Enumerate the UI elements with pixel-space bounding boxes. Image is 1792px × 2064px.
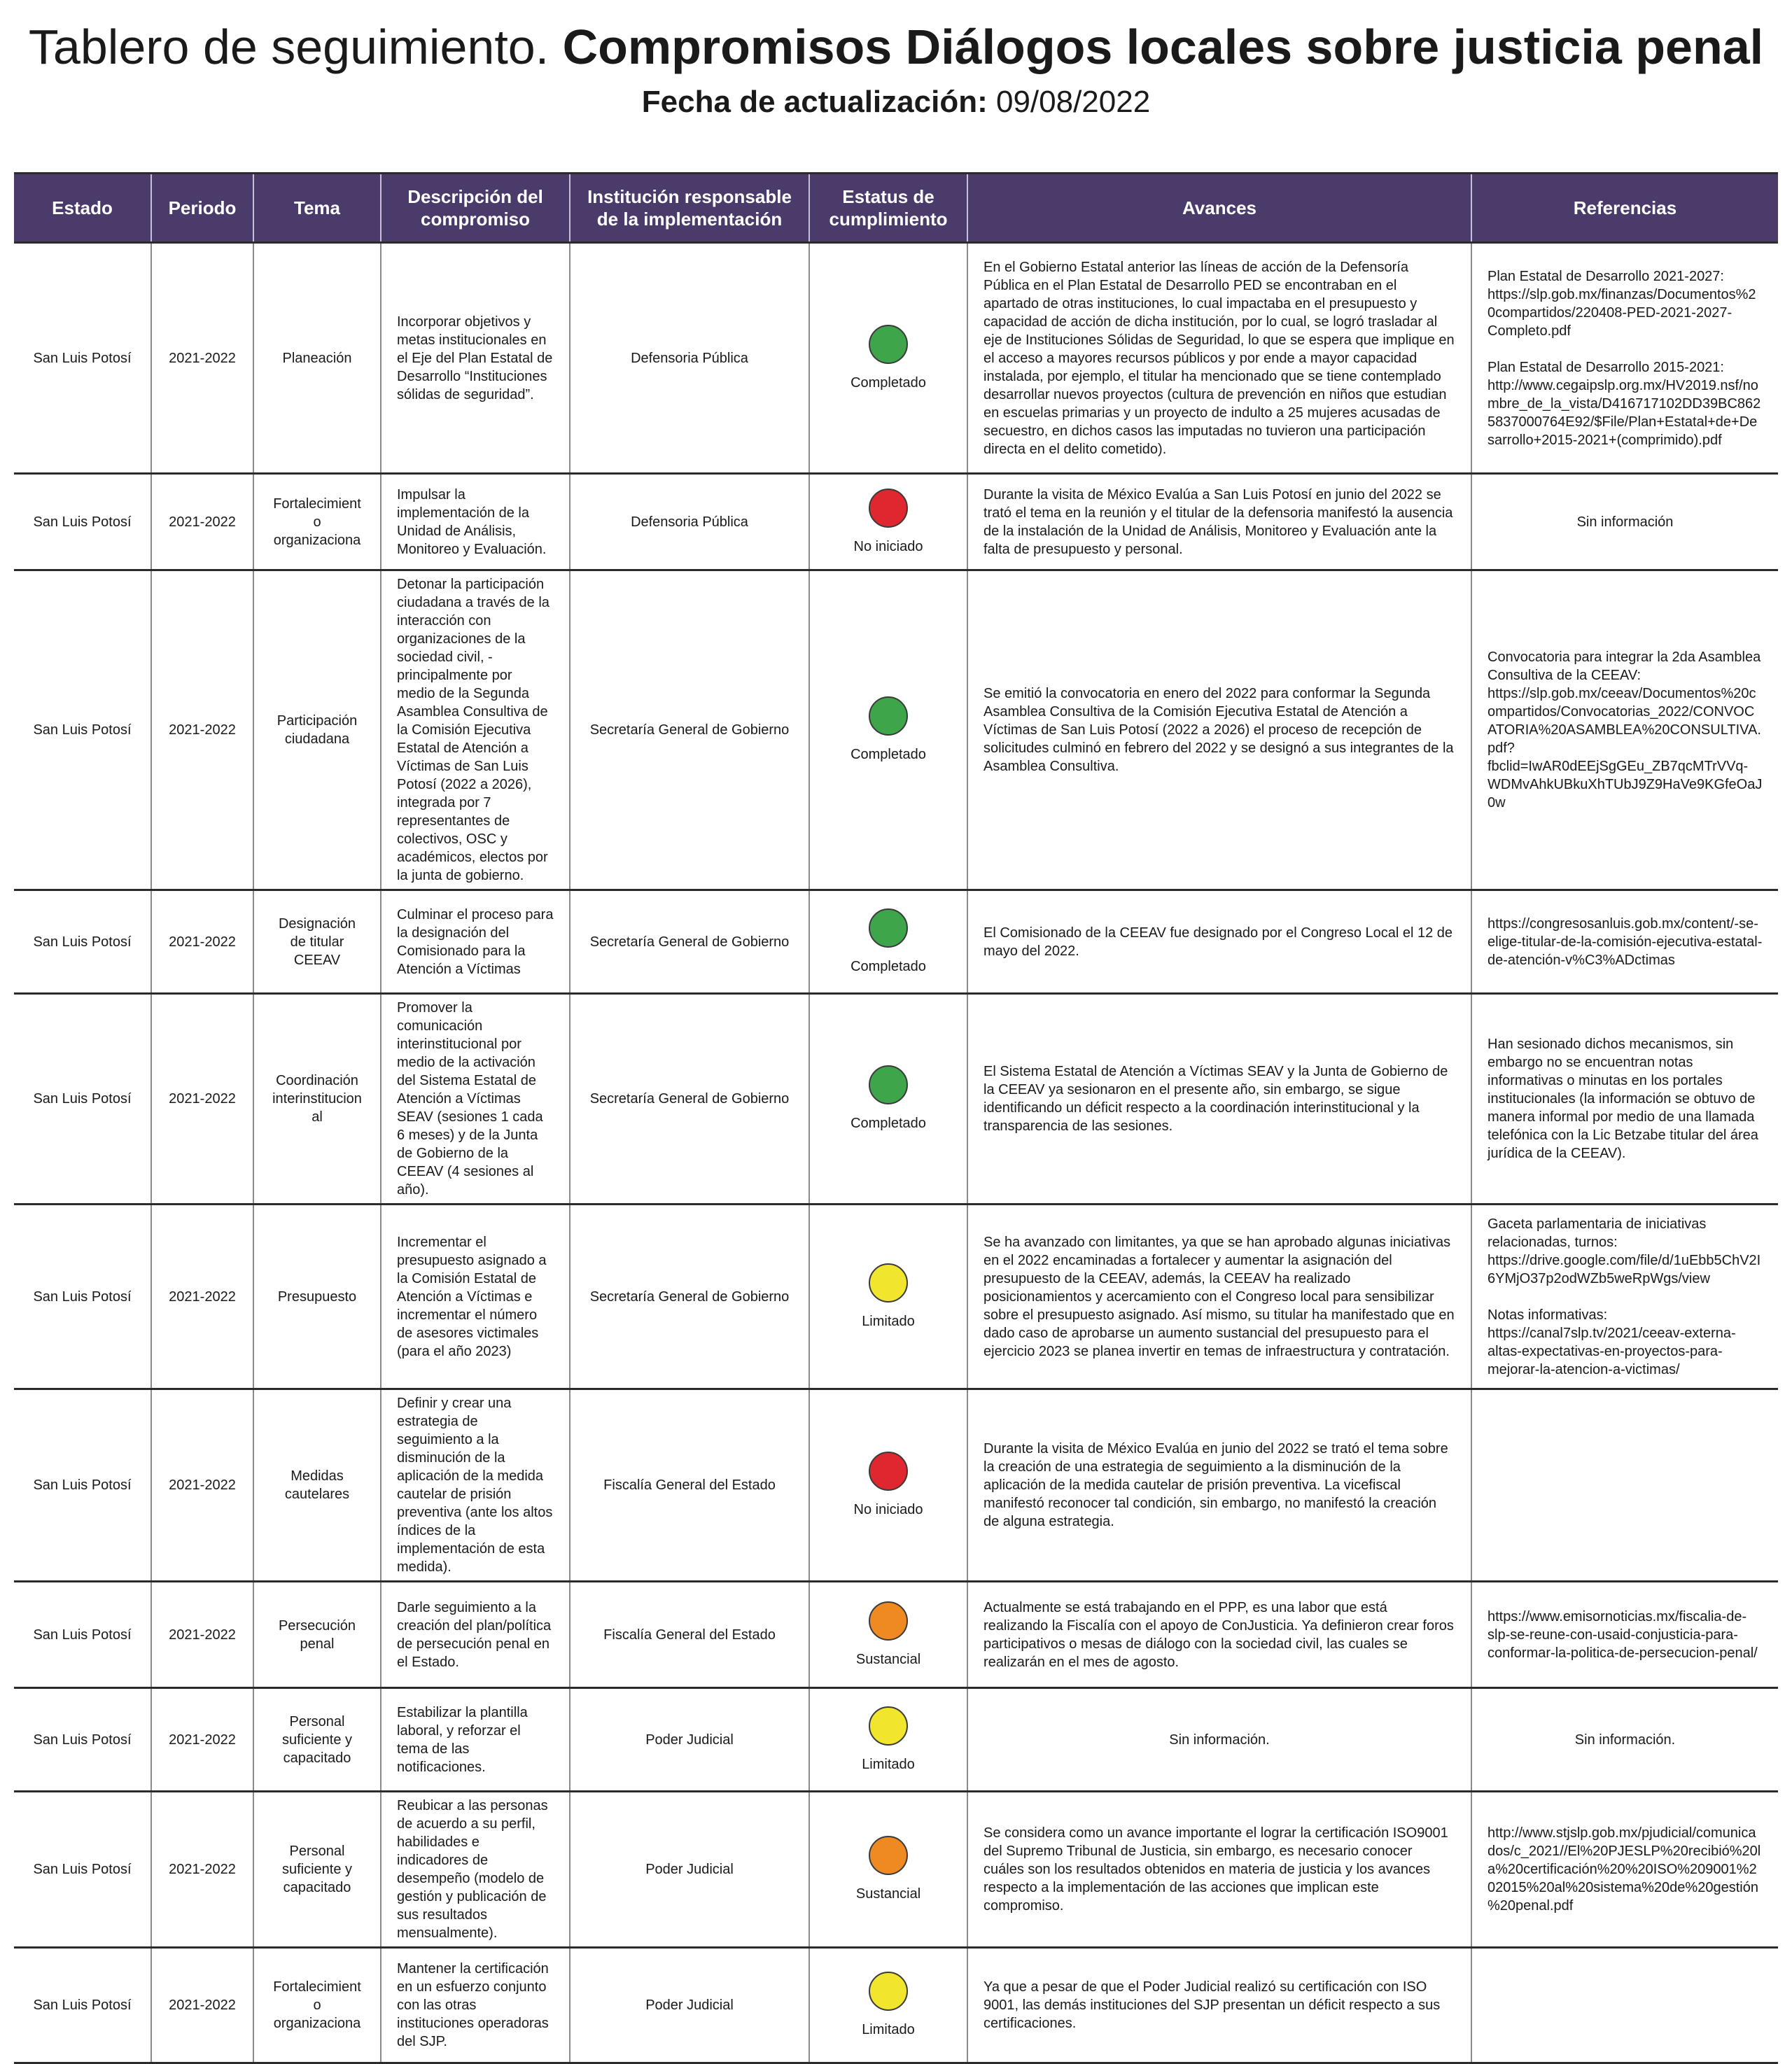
- cell-estatus: [809, 1688, 967, 1792]
- update-date: [0, 83, 1792, 122]
- update-date-label: Fecha de actualización:: [641, 85, 988, 119]
- cell-estado: San Luis Potosí: [14, 243, 151, 474]
- cell-descripcion: Mantener la certificación en un esfuerzo conjunto con las otras instituciones operadoras del SJP.: [381, 1948, 570, 2063]
- cell-periodo: 2021-2022: [151, 1688, 253, 1792]
- table-row: [14, 1688, 1778, 1792]
- cell-estatus: [809, 1389, 967, 1582]
- status-indicator-icon: [869, 489, 908, 528]
- status-label: Sustancial: [855, 1886, 921, 1902]
- column-header-estatus: Estatus de cumplimiento: [809, 174, 967, 243]
- cell-avances: Se considera como un avance importante el lograr la certificación ISO9001 del Supremo Tribunal de Justicia, sin embargo, es necesario conocer cuáles son los resultados obtenidos en materia de justicia y los avances respecto a la implementación de las acciones que implican este compromiso.: [967, 1792, 1471, 1948]
- cell-estado: San Luis Potosí: [14, 1948, 151, 2063]
- cell-descripcion: Estabilizar la plantilla laboral, y reforzar el tema de las notificaciones.: [381, 1688, 570, 1792]
- column-header-periodo: Periodo: [151, 174, 253, 243]
- reference-text: Notas informativas: https://canal7slp.tv/2021/ceeav-externa-altas-expectativas-en-proyectos-para-mejorar-la-atencion-a-victimas/: [1488, 1307, 1736, 1377]
- title-bold: Compromisos Diálogos locales sobre justicia penal: [562, 20, 1764, 74]
- cell-tema: Coordinación interinstitucional: [253, 994, 381, 1205]
- cell-estatus: [809, 1205, 967, 1389]
- cell-tema: Planeación: [253, 243, 381, 474]
- cell-periodo: 2021-2022: [151, 243, 253, 474]
- table-row: [14, 1389, 1778, 1582]
- cell-avances: Durante la visita de México Evalúa a San Luis Potosí en junio del 2022 se trató el tema en la reunión y el titular de la defensoria manifestó la ausencia de la instalación de la Unidad de Análisis, Monitoreo y Evaluación ante la falta de presupuesto y personal.: [967, 474, 1471, 570]
- reference-text: Sin información: [1576, 514, 1674, 530]
- cell-referencias: [1471, 1389, 1778, 1582]
- cell-institucion: Secretaría General de Gobierno: [570, 994, 809, 1205]
- cell-tema: Personal suficiente y capacitado: [253, 1688, 381, 1792]
- cell-estado: San Luis Potosí: [14, 1205, 151, 1389]
- cell-tema: Presupuesto: [253, 1205, 381, 1389]
- cell-periodo: 2021-2022: [151, 474, 253, 570]
- title-light: Tablero de seguimiento.: [28, 20, 550, 74]
- cell-avances: Ya que a pesar de que el Poder Judicial realizó su certificación con ISO 9001, las demás instituciones del SJP presentan un déficit respecto a sus certificaciones.: [967, 1948, 1471, 2063]
- status-indicator-icon: [869, 1836, 908, 1875]
- table-row: [14, 243, 1778, 474]
- cell-estatus: [809, 1582, 967, 1688]
- status-label: Completado: [850, 374, 926, 391]
- cell-estado: San Luis Potosí: [14, 890, 151, 994]
- cell-referencias: [1471, 243, 1778, 474]
- table-row: [14, 1792, 1778, 1948]
- cell-descripcion: Definir y crear una estrategia de seguimiento a la disminución de la aplicación de la medida cautelar de prisión preventiva (ante los altos índices de la implementación de esta medida).: [381, 1389, 570, 1582]
- cell-avances: Se emitió la convocatoria en enero del 2022 para conformar la Segunda Asamblea Consultiva de la Comisión Ejecutiva Estatal de Atención a Víctimas de San Luis Potosí (2022 a 2026) el proceso de recepción de solicitudes culminó en febrero del 2022 y se designó a sus integrantes de la Asamblea Consultiva.: [967, 570, 1471, 890]
- table-row: [14, 1948, 1778, 2063]
- cell-estado: San Luis Potosí: [14, 1389, 151, 1582]
- cell-descripcion: Incorporar objetivos y metas institucionales en el Eje del Plan Estatal de Desarrollo “Instituciones sólidas de seguridad”.: [381, 243, 570, 474]
- cell-periodo: 2021-2022: [151, 994, 253, 1205]
- column-header-referencias: Referencias: [1471, 174, 1778, 243]
- table-row: [14, 994, 1778, 1205]
- cell-tema: Participación ciudadana: [253, 570, 381, 890]
- cell-referencias: [1471, 1582, 1778, 1688]
- cell-estado: San Luis Potosí: [14, 1582, 151, 1688]
- cell-avances: Actualmente se está trabajando en el PPP, es una labor que está realizando la Fiscalía con el apoyo de ConJusticia. Ya definieron crear foros participativos o mesas de diálogo con la sociedad civil, las cuales se realizarán en el mes de agosto.: [967, 1582, 1471, 1688]
- cell-institucion: Secretaría General de Gobierno: [570, 1205, 809, 1389]
- cell-referencias: [1471, 994, 1778, 1205]
- status-indicator-icon: [869, 1706, 908, 1746]
- cell-avances: Durante la visita de México Evalúa en junio del 2022 se trató el tema sobre la creación de una estrategia de seguimiento a la disminución de la aplicación de la medida cautelar de prisión preventiva. La vicefiscal manifestó reconocer tal condición, sin embargo, no manifestó la creación de alguna estrategia.: [967, 1389, 1471, 1582]
- status-indicator-icon: [869, 1601, 908, 1641]
- table-body: [14, 243, 1778, 2063]
- status-label: No iniciado: [853, 538, 923, 554]
- cell-referencias: [1471, 1688, 1778, 1792]
- column-header-descripcion: Descripción del compromiso: [381, 174, 570, 243]
- cell-periodo: 2021-2022: [151, 890, 253, 994]
- cell-descripcion: Culminar el proceso para la designación del Comisionado para la Atención a Víctimas: [381, 890, 570, 994]
- cell-periodo: 2021-2022: [151, 1582, 253, 1688]
- cell-referencias: [1471, 890, 1778, 994]
- status-indicator-icon: [869, 908, 908, 948]
- cell-descripcion: Promover la comunicación interinstitucional por medio de la activación del Sistema Estatal de Atención a Víctimas SEAV (sesiones 1 cada 6 meses) y de la Junta de Gobierno de la CEEAV (4 sesiones al año).: [381, 994, 570, 1205]
- status-label: Completado: [850, 958, 926, 974]
- cell-institucion: Defensoria Pública: [570, 474, 809, 570]
- cell-referencias: [1471, 570, 1778, 890]
- status-label: Limitado: [862, 2022, 915, 2037]
- status-indicator-icon: [869, 325, 908, 364]
- reference-text: https://congresosanluis.gob.mx/content/-se-elige-titular-de-la-comisión-ejecutiva-estatal-de-atención-v%C3%ADctimas: [1488, 915, 1763, 968]
- cell-institucion: Secretaría General de Gobierno: [570, 890, 809, 994]
- cell-tema: Persecución penal: [253, 1582, 381, 1688]
- cell-periodo: 2021-2022: [151, 1792, 253, 1948]
- status-label: No iniciado: [853, 1502, 923, 1517]
- table-row: [14, 1205, 1778, 1389]
- cell-tema: Fortalecimiento organizaciona: [253, 474, 381, 570]
- cell-avances: Sin información.: [967, 1688, 1471, 1792]
- cell-institucion: Defensoria Pública: [570, 243, 809, 474]
- cell-periodo: 2021-2022: [151, 1389, 253, 1582]
- reference-text: Han sesionado dichos mecanismos, sin embargo no se encuentran notas informativas o minutas en los portales institucionales (la información se obtuvo de manera informal por medio de una llamada telefónica con la Lic Betzabe titular del área jurídica de la CEEAV).: [1488, 1037, 1758, 1161]
- page-title: [0, 15, 1792, 78]
- reference-text: http://www.stjslp.gob.mx/pjudicial/comunicados/c_2021//El%20PJESLP%20recibió%20la%20certificación%20%20ISO%209001%202015%20al%20sistema%20de%20gestión%20penal.pdf: [1488, 1825, 1761, 1914]
- table-row: [14, 890, 1778, 994]
- cell-descripcion: Impulsar la implementación de la Unidad de Análisis, Monitoreo y Evaluación.: [381, 474, 570, 570]
- tracking-table: [14, 172, 1778, 2064]
- column-header-tema: Tema: [253, 174, 381, 243]
- reference-text: Plan Estatal de Desarrollo 2015-2021: http://www.cegaipslp.org.mx/HV2019.nsf/nombre_de_la_vista/D416717102DD39BC8625837000764E92/$File/Plan+Estatal+de+Desarrollo+2015-2021+(comprimido).pdf: [1488, 359, 1761, 448]
- cell-referencias: [1471, 1948, 1778, 2063]
- column-header-estado: Estado: [14, 174, 151, 243]
- cell-referencias: [1471, 474, 1778, 570]
- cell-periodo: 2021-2022: [151, 1205, 253, 1389]
- cell-tema: Designación de titular CEEAV: [253, 890, 381, 994]
- cell-estatus: [809, 1948, 967, 2063]
- cell-estatus: [809, 570, 967, 890]
- cell-estatus: [809, 243, 967, 474]
- cell-estado: San Luis Potosí: [14, 1792, 151, 1948]
- cell-estado: San Luis Potosí: [14, 474, 151, 570]
- status-label: Limitado: [862, 1756, 915, 1772]
- table-row: [14, 474, 1778, 570]
- cell-periodo: 2021-2022: [151, 570, 253, 890]
- cell-institucion: Poder Judicial: [570, 1948, 809, 2063]
- cell-tema: Fortalecimiento organizaciona: [253, 1948, 381, 2063]
- cell-estatus: [809, 474, 967, 570]
- update-date-value: 09/08/2022: [995, 85, 1151, 119]
- cell-institucion: Secretaría General de Gobierno: [570, 570, 809, 890]
- table-row: [14, 570, 1778, 890]
- cell-avances: El Sistema Estatal de Atención a Víctimas SEAV y la Junta de Gobierno de la CEEAV ya sesionaron en el presente año, sin embargo, se sigue identificando un déficit respecto a la coordinación interinstitucional y la transparencia de las sesiones.: [967, 994, 1471, 1205]
- status-indicator-icon: [869, 1065, 908, 1104]
- table-row: [14, 1582, 1778, 1688]
- cell-estatus: [809, 994, 967, 1205]
- cell-descripcion: Detonar la participación ciudadana a través de la interacción con organizaciones de la sociedad civil, -principalmente por medio de la Segunda Asamblea Consultiva de la Comisión Ejecutiva Estatal de Atención a Víctimas de San Luis Potosí (2022 a 2026), integrada por 7 representantes de colectivos, OSC y académicos, electos por la junta de gobierno.: [381, 570, 570, 890]
- status-label: Limitado: [862, 1313, 915, 1329]
- status-indicator-icon: [869, 1972, 908, 2011]
- cell-institucion: Poder Judicial: [570, 1688, 809, 1792]
- cell-avances: Se ha avanzado con limitantes, ya que se han aprobado algunas iniciativas en el 2022 encaminadas a fortalecer y aumentar la asignación del presupuesto de la CEEAV, además, la CEEAV ha realizado posicionamientos y acercamiento con el Congreso local para sensibilizar sobre el presupuesto asignado. Así mismo, su titular ha manifestado que en dado caso de aprobarse un aumento sustancial del presupuesto para el ejercicio 2023 se planea invertir en temas de infraestructura y contratación.: [967, 1205, 1471, 1389]
- cell-estado: San Luis Potosí: [14, 570, 151, 890]
- status-label: Completado: [850, 747, 926, 762]
- cell-avances: En el Gobierno Estatal anterior las líneas de acción de la Defensoría Pública en el Plan Estatal de Desarrollo PED se encontraban en el apartado de otras instituciones, lo cual impactaba en el presupuesto y capacidad de acción de dicha institución, por lo cual, se logró trasladar al eje de Instituciones Sólidas de Seguridad, lo que se espera que implique en el acceso a mayores recursos públicos y por ende a mayor capacidad instalada, por ejemplo, el titular ha mencionado que se tiene contemplado desarrollar nuevos proyectos (cultura de prevención en niños que estudian en escuelas primarias y un proyecto de indulto a 25 mujeres acusadas de secuestro, en dichos casos las imputadas no tuvieron una participación directa en el delito cometido).: [967, 243, 1471, 474]
- status-label: Completado: [850, 1116, 926, 1131]
- reference-text: Plan Estatal de Desarrollo 2021-2027: https://slp.gob.mx/finanzas/Documentos%20compartidos/220408-PED-2021-2027-Completo.pdf: [1488, 268, 1756, 339]
- cell-estado: San Luis Potosí: [14, 994, 151, 1205]
- cell-estatus: [809, 890, 967, 994]
- reference-text: Gaceta parlamentaria de iniciativas relacionadas, turnos: https://drive.google.com/file/d/1uEbb5ChV2I6YMjO37p2odWZb5weRpWgs/view: [1488, 1216, 1761, 1286]
- cell-referencias: [1471, 1792, 1778, 1948]
- cell-descripcion: Reubicar a las personas de acuerdo a su perfil, habilidades e indicadores de desempeño (modelo de gestión y publicación de sus resultados mensualmente).: [381, 1792, 570, 1948]
- cell-descripcion: Incrementar el presupuesto asignado a la Comisión Estatal de Atención a Víctimas e incrementar el número de asesores victimales (para el año 2023): [381, 1205, 570, 1389]
- status-indicator-icon: [869, 1452, 908, 1491]
- cell-institucion: Poder Judicial: [570, 1792, 809, 1948]
- reference-text: Convocatoria para integrar la 2da Asamblea Consultiva de la CEEAV: https://slp.gob.mx/ceeav/Documentos%20compartidos/Convocatorias_2022/CONVOCATORIA%20ASAMBLEA%20CONSULTIVA.pdf?fbclid=IwAR0dEEjSgGEu_ZB7qcMTrVVq-WDMvAhkUBkuXhTUbJ9Z9HaVe9KGfeOaJ0w: [1488, 650, 1763, 810]
- cell-institucion: Fiscalía General del Estado: [570, 1582, 809, 1688]
- cell-estatus: [809, 1792, 967, 1948]
- cell-descripcion: Darle seguimiento a la creación del plan/política de persecución penal en el Estado.: [381, 1582, 570, 1688]
- cell-periodo: 2021-2022: [151, 1948, 253, 2063]
- status-indicator-icon: [869, 1263, 908, 1303]
- status-indicator-icon: [869, 696, 908, 736]
- reference-text: https://www.emisornoticias.mx/fiscalia-de-slp-se-reune-con-usaid-conjusticia-para-conformar-la-politica-de-persecucion-penal/: [1488, 1608, 1758, 1661]
- cell-avances: El Comisionado de la CEEAV fue designado por el Congreso Local el 12 de mayo del 2022.: [967, 890, 1471, 994]
- reference-text: Sin información.: [1574, 1732, 1676, 1748]
- cell-tema: Medidas cautelares: [253, 1389, 381, 1582]
- cell-referencias: [1471, 1205, 1778, 1389]
- cell-institucion: Fiscalía General del Estado: [570, 1389, 809, 1582]
- column-header-institucion: Institución responsable de la implementación: [570, 174, 809, 243]
- cell-tema: Personal suficiente y capacitado: [253, 1792, 381, 1948]
- status-label: Sustancial: [855, 1651, 921, 1667]
- cell-estado: San Luis Potosí: [14, 1688, 151, 1792]
- table-header-row: [14, 174, 1778, 243]
- column-header-avances: Avances: [967, 174, 1471, 243]
